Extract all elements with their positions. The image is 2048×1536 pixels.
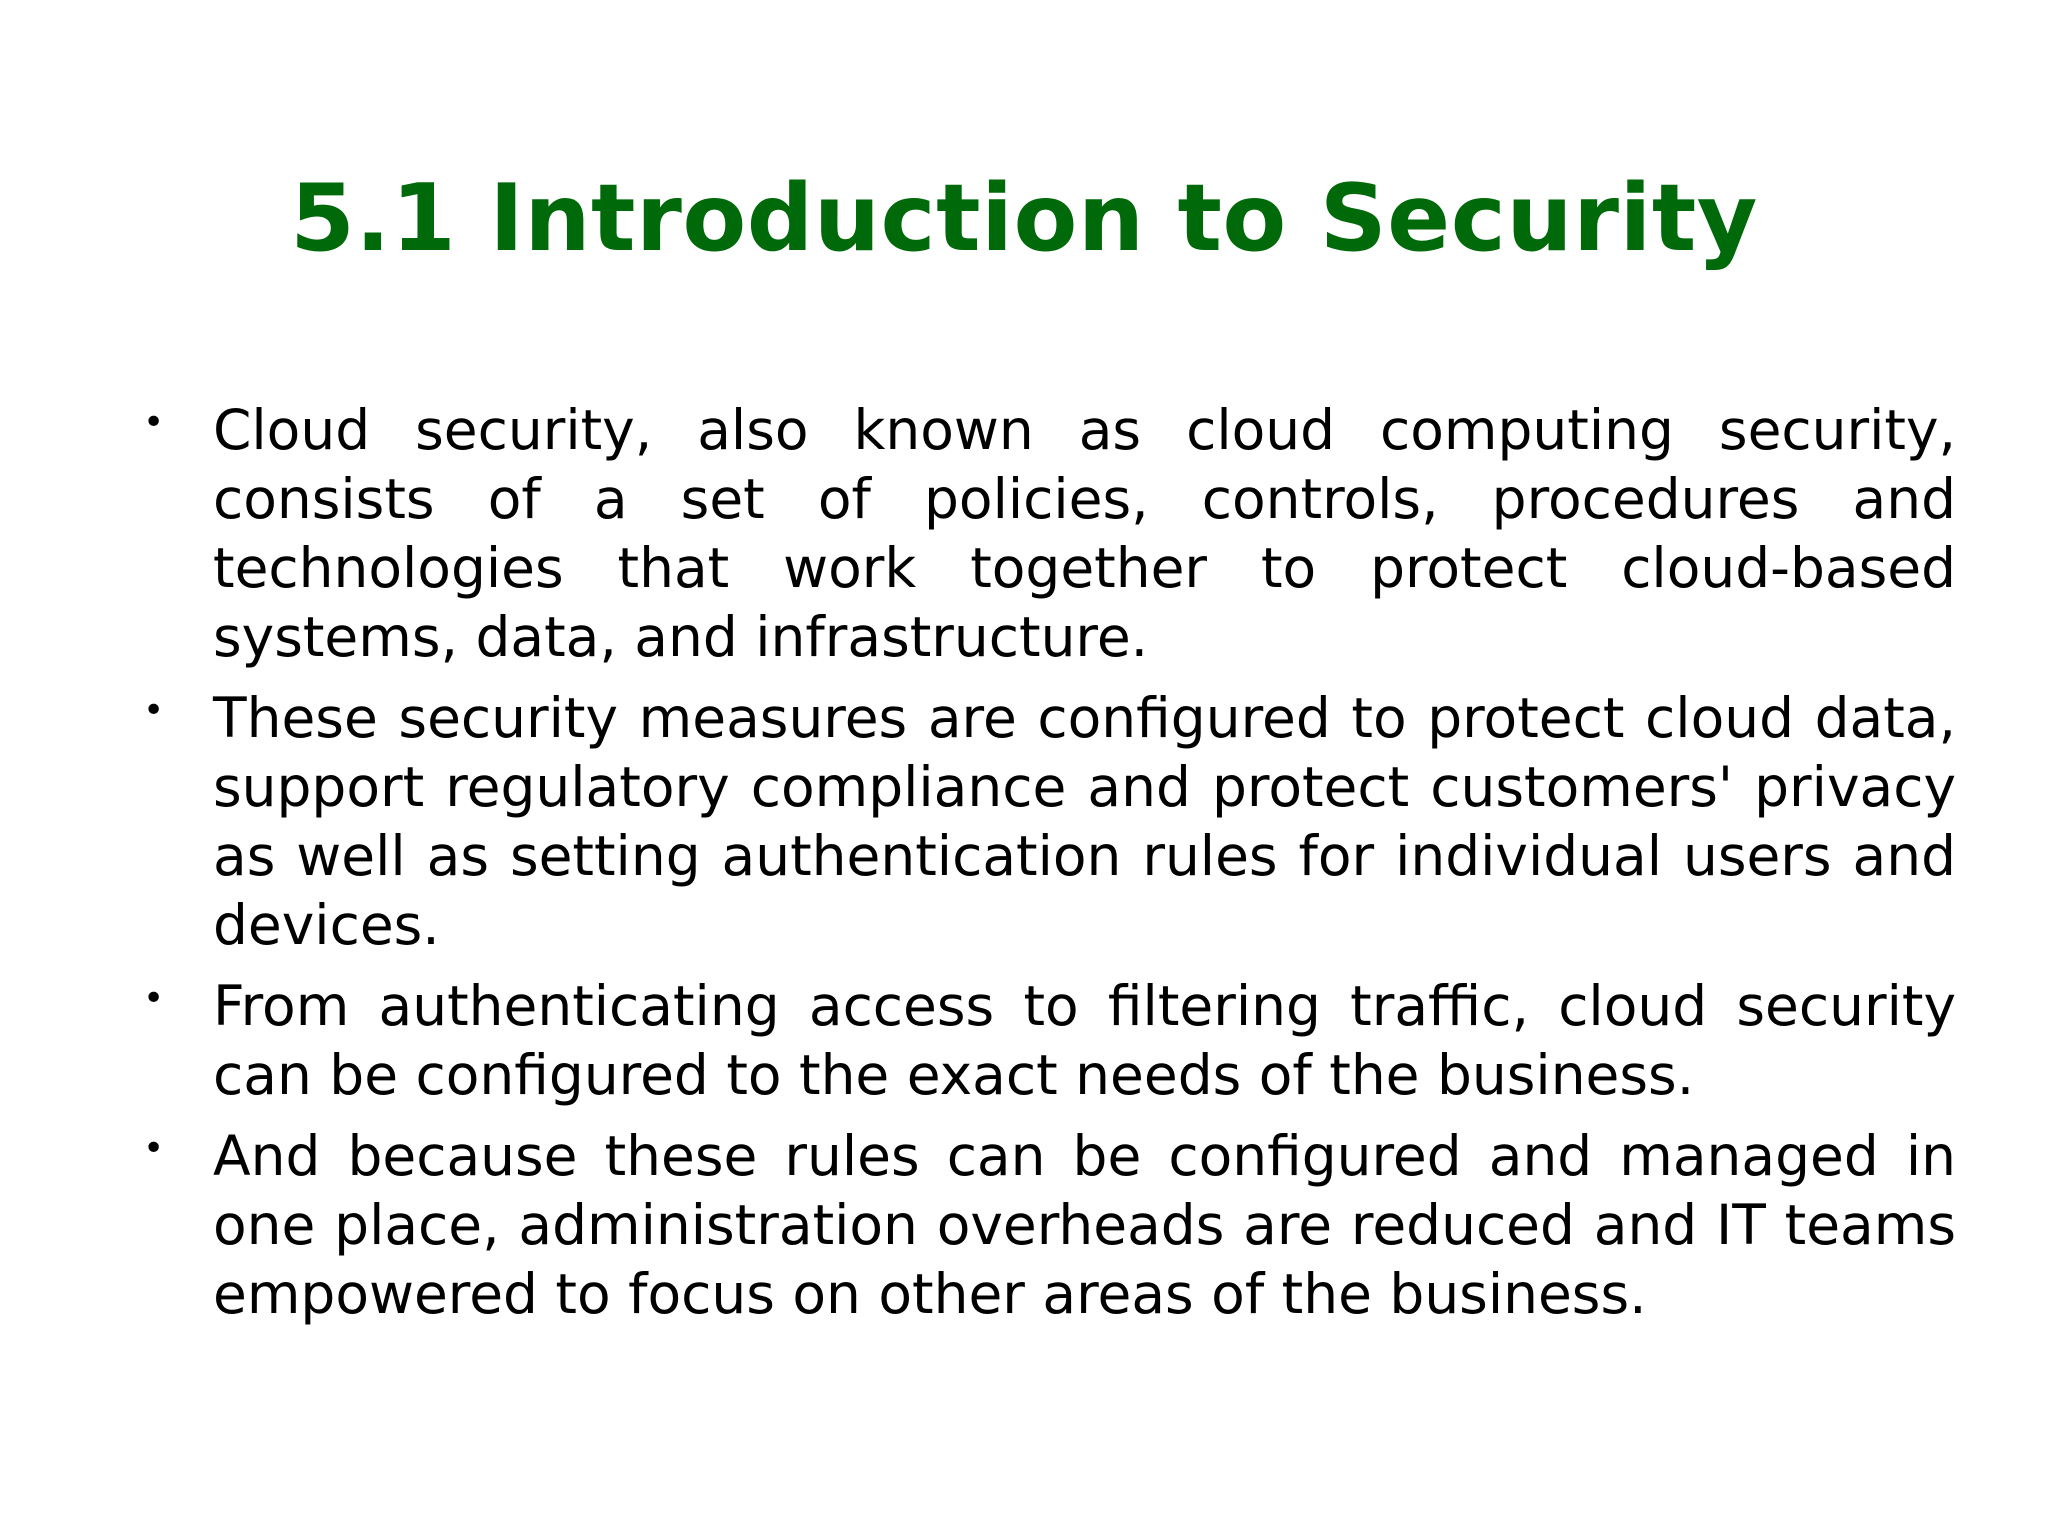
bullet-text: And because these rules can be configured and managed in one place, administration overheads are reduced and IT teams empowered to focus on other areas of the business. [213, 1124, 1956, 1326]
bullet-icon: • [143, 402, 165, 443]
bullet-icon: • [143, 1128, 165, 1169]
bullet-text: From authenticating access to filtering traffic, cloud security can be configured to the exact needs of the business. [213, 974, 1956, 1107]
bullet-icon: • [143, 690, 165, 731]
bullet-item [143, 1122, 1956, 1329]
bullet-text: These security measures are configured to protect cloud data, support regulatory compliance and protect customers' privacy as well as setting authentication rules for individual users and devices. [213, 686, 1956, 957]
bullet-item [143, 972, 1956, 1110]
bullet-text: Cloud security, also known as cloud computing security, consists of a set of policies, controls, procedures and technologies that work together to protect cloud-based systems, data, and infrastructure. [213, 398, 1956, 669]
bullet-item [143, 684, 1956, 960]
slide-title: 5.1 Introduction to Security [290, 164, 1758, 272]
bullet-item [143, 396, 1956, 672]
bullet-icon: • [143, 978, 165, 1019]
bullet-list [143, 396, 1956, 1341]
